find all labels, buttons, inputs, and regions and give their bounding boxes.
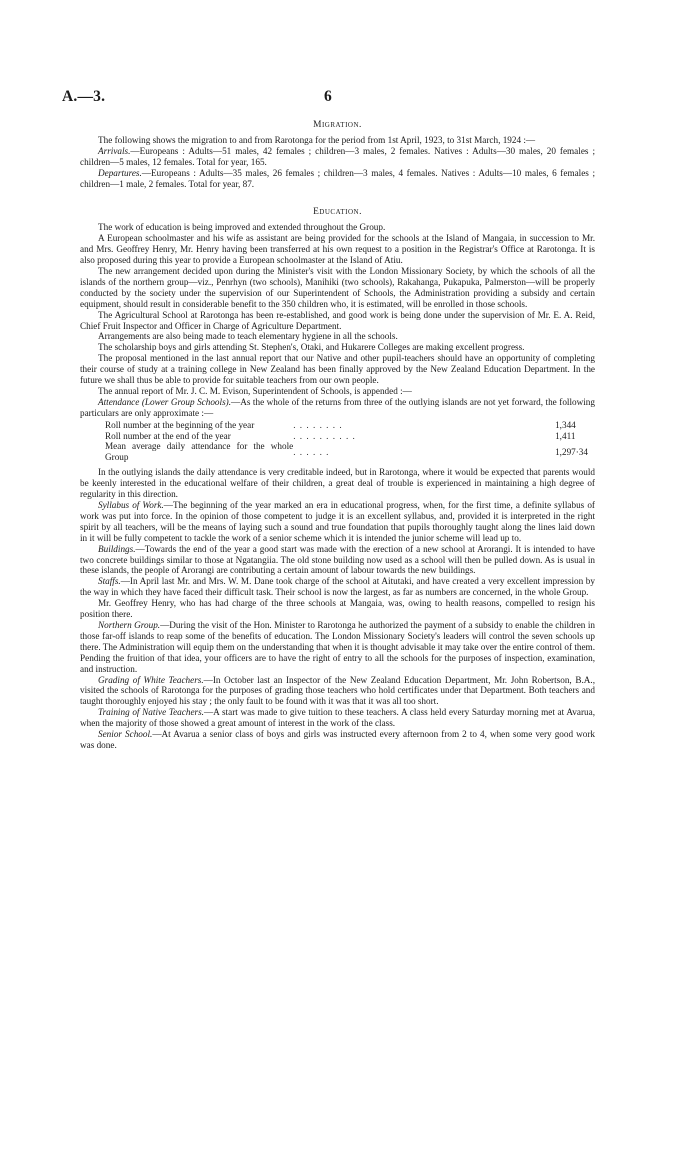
stats-row: [105, 420, 595, 431]
departures-text: —Europeans : Adults—35 males, 26 females ; children—3 males, 4 females. Natives : Adults—10 males, 6 females ; children—1 male, 2 females. Total for year, 87.: [80, 167, 595, 189]
education-paragraph: The annual report of Mr. J. C. M. Evison, Superintendent of Schools, is appended :—: [98, 385, 412, 396]
senior-school-paragraph: [80, 729, 595, 751]
page-header: [62, 88, 662, 108]
migration-heading: Migration.: [313, 120, 362, 130]
northern-group-paragraph: [80, 620, 595, 675]
outlying-paragraph: In the outlying islands the daily attendance is very creditable indeed, but in Rarotonga, where it would be expected that parents would be keenly interested in the educational welfare of their children, a great deal of trouble is experienced in maintaining a high degree of regularity in this direction.: [80, 467, 595, 500]
departures-label: Departures.: [98, 167, 142, 178]
page-body: [80, 120, 595, 751]
buildings-label: Buildings.: [98, 543, 136, 554]
page-number: 6: [324, 88, 332, 105]
stats-row: [105, 441, 595, 463]
education-paragraph: The new arrangement decided upon during the Minister's visit with the London Missionary Society, by which the schools of all the islands of the northern group—viz., Penrhyn (two schools), Manihiki (two schools), Rakahanga, Pukapuka, Palmerston—will be properly conducted by the society under the supervision of our Superintendent of Schools, the Administration providing a subsidy and certain equipment, should result in considerable benefit to the 350 children who, it is estimated, will be enrolled in those schools.: [80, 265, 595, 309]
stats-row: [105, 431, 595, 442]
stats-value: 1,344: [555, 419, 576, 430]
stats-leader: . . . . . .: [293, 446, 330, 457]
stats-leader: . . . . . . . . . .: [293, 430, 356, 441]
senior-school-text: —At Avarua a senior class of boys and girls was instructed every afternoon from 2 to 4, when some very good work was done.: [80, 729, 595, 750]
stats-value: 1,297·34: [555, 446, 588, 457]
migration-intro: The following shows the migration to and from Rarotonga for the period from 1st April, 1923, to 31st March, 1924 :—: [98, 134, 536, 145]
staffs-label: Staffs.: [98, 576, 121, 587]
stats-label: Roll number at the end of the year: [105, 430, 231, 441]
education-paragraph: Arrangements are also being made to teach elementary hygiene in all the schools.: [98, 331, 398, 342]
grading-text: —In October last an Inspector of the New Zealand Education Department, Mr. John Robertson, B.A., visited the schools of Rarotonga for the purposes of grading those teachers who hold certificates under that Department. Both teachers and taught thoroughly enjoyed his stay ; the only fault to be found with it was that it was all too short.: [80, 674, 595, 707]
attendance-paragraph: [80, 397, 595, 419]
education-paragraph: The proposal mentioned in the last annual report that our Native and other pupil-teachers should have an opportunity of completing their course of study at a training college in New Zealand has been finally approved by the New Zealand Education Department. In the future we shall thus be able to provide for suitable teachers from our own people.: [80, 353, 595, 386]
stats-label: Roll number at the beginning of the year: [105, 419, 255, 430]
grading-label: Grading of White Teachers.: [98, 674, 204, 685]
buildings-text: —Towards the end of the year a good start was made with the erection of a new school at Arorangi. It is intended to have two concrete buildings similar to those at Ngatangiia. The old stone building now used as a school will then be pulled down. As is usual in these islands, the people of Arorangi are contributing a certain amount of labour towards the new buildings.: [80, 543, 595, 576]
syllabus-paragraph: [80, 500, 595, 544]
staffs-text: —In April last Mr. and Mrs. W. M. Dane took charge of the school at Aitutaki, and have created a very excellent impression by the way in which they have faced their difficult task. Their school is now the largest, as far as numbers are concerned, in the whole Group.: [80, 576, 595, 598]
arrivals-label: Arrivals.: [98, 145, 131, 156]
education-paragraph: The scholarship boys and girls attending St. Stephen's, Otaki, and Hukarere Colleges are making excellent progress.: [98, 342, 525, 353]
grading-paragraph: [80, 675, 595, 708]
training-paragraph: [80, 707, 595, 729]
attendance-text: —As the whole of the returns from three of the outlying islands are not yet forward, the following particulars are only approximate :—: [80, 396, 595, 418]
northern-group-label: Northern Group.: [98, 619, 161, 630]
education-paragraph: A European schoolmaster and his wife as assistant are being provided for the schools at the Island of Mangaia, in succession to Mr. and Mrs. Geoffrey Henry, Mr. Henry having been transferred at his own request to a position in the Registrar's Office at Rarotonga. It is also proposed during this year to provide a European schoolmaster at the Island of Atiu.: [80, 233, 595, 266]
stats-label: Mean average daily attendance for the whole Group: [105, 441, 294, 463]
buildings-paragraph: [80, 544, 595, 577]
syllabus-text: —The beginning of the year marked an era in educational progress, when, for the first time, a definite syllabus of work was put into force. In the opinion of those competent to judge it is an excellent syllabus, and, provided it is interpreted in the right spirit by all teachers, will be the means of laying such a sound and true foundation that pupils thoroughly taught along the lines laid down in it will be fully competent to tackle the work of a senior scheme which it is intended the junior scheme will lead up to.: [80, 500, 595, 543]
departures-paragraph: [80, 168, 595, 190]
arrivals-paragraph: [80, 146, 595, 168]
senior-school-label: Senior School.: [98, 729, 153, 740]
training-label: Training of Native Teachers.: [98, 707, 204, 718]
henry-paragraph: Mr. Geoffrey Henry, who has had charge of the three schools at Mangaia, was, owing to health reasons, compelled to resign his position there.: [80, 598, 595, 620]
attendance-stats-table: [105, 420, 595, 464]
staffs-paragraph: [80, 576, 595, 598]
stats-value: 1,411: [555, 430, 576, 441]
syllabus-label: Syllabus of Work.: [98, 500, 164, 510]
arrivals-text: —Europeans : Adults—51 males, 42 females ; children—3 males, 2 females. Natives : Adults—30 males, 20 females ; children—5 males, 12 females. Total for year, 165.: [80, 145, 595, 167]
education-paragraph: The work of education is being improved and extended throughout the Group.: [98, 222, 386, 233]
education-heading: Education.: [313, 207, 362, 218]
training-text: —A start was made to give tuition to these teachers. A class held every Saturday morning met at Avarua, when the majority of those showed a great amount of interest in the work of the class.: [80, 707, 596, 729]
education-paragraph: The Agricultural School at Rarotonga has been re-established, and good work is being done under the supervision of Mr. E. A. Reid, Chief Fruit Inspector and Officer in Charge of Agriculture Department.: [80, 309, 595, 331]
attendance-label: Attendance (Lower Group Schools).: [98, 396, 232, 407]
northern-group-text: —During the visit of the Hon. Minister to Rarotonga he authorized the payment of a subsidy to enable the children in those far-off islands to reap some of the benefits of education. The London Missionary Society's leaders will control the seven schools up there. The Administration will equip them on the understanding that when it is thought advisable it may take over the entire control of them. Pending the fruition of that idea, your officers are to have the right of entry to all the schools for the purposes of inspection, examination, and instruction.: [80, 619, 595, 674]
page-reference: A.—3.: [62, 88, 106, 105]
stats-leader: . . . . . . . .: [293, 419, 343, 430]
